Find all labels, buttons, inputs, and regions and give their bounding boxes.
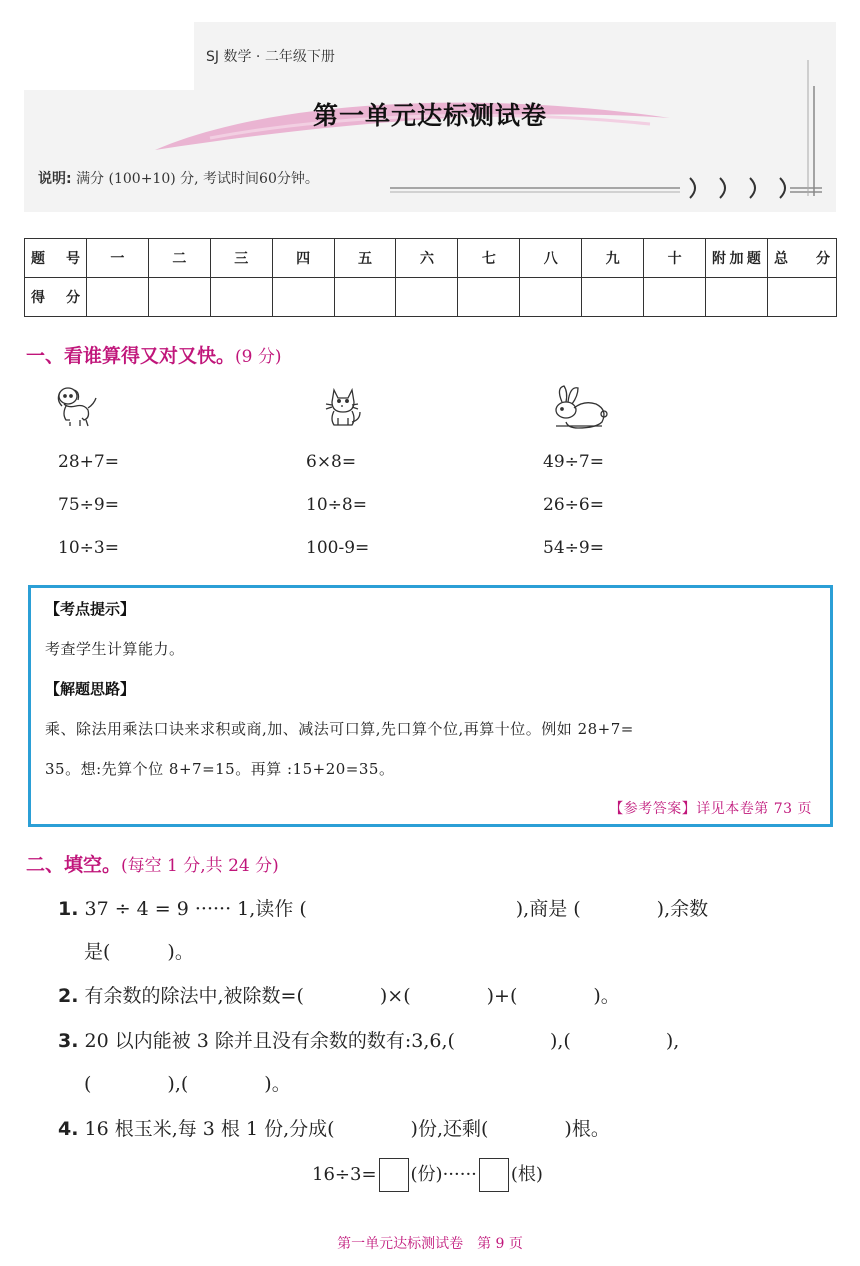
- instructions-label: 说明:: [38, 171, 72, 187]
- score-cell[interactable]: [210, 278, 272, 317]
- table-header-cell: 十: [644, 239, 706, 278]
- calc-expression: 10÷8=: [306, 495, 367, 515]
- table-header-cell: 题 号: [25, 239, 87, 278]
- instructions: [38, 168, 319, 188]
- instructions-text: 满分 (100+10) 分, 考试时间60分钟。: [76, 171, 319, 187]
- calc-expression: 26÷6=: [543, 495, 604, 515]
- score-table-header-row: [25, 239, 837, 278]
- score-cell[interactable]: [334, 278, 396, 317]
- question-number: 2.: [58, 985, 79, 1007]
- question-2: [58, 981, 620, 1008]
- solution-idea-label: 【解题思路】: [45, 680, 136, 698]
- table-header-cell: 五: [334, 239, 396, 278]
- section1-points: (9 分): [235, 347, 282, 367]
- answer-box-shares[interactable]: [379, 1158, 409, 1192]
- equation-right: (根): [510, 1164, 543, 1185]
- score-cell[interactable]: [644, 278, 706, 317]
- section2-points: (每空 1 分,共 24 分): [121, 856, 279, 876]
- section1-title-text: 一、看谁算得又对又快。: [26, 345, 236, 367]
- key-point-text: 考查学生计算能力。: [45, 640, 185, 658]
- score-cell[interactable]: [706, 278, 768, 317]
- score-cell[interactable]: [520, 278, 582, 317]
- header-notch: [24, 22, 194, 90]
- book-label: SJ 数学 · 二年级下册: [206, 49, 335, 65]
- calc-expression: 28+7=: [58, 452, 119, 472]
- score-cell[interactable]: [272, 278, 334, 317]
- question-3-line1: [58, 1026, 679, 1053]
- dog-icon: [54, 386, 100, 430]
- calc-expression: 6×8=: [306, 452, 357, 472]
- calc-expression: 54÷9=: [543, 538, 604, 558]
- table-header-cell: 三: [210, 239, 272, 278]
- question-text: 有余数的除法中,被除数=( )×( )+( )。: [84, 985, 620, 1007]
- section2-title-text: 二、填空。: [26, 854, 122, 876]
- question-1-line2: 是( )。: [84, 941, 194, 963]
- equation-left: 16÷3=: [312, 1164, 377, 1185]
- solution-idea-line2: 35。想:先算个位 8+7=15。再算 :15+20=35。: [45, 760, 395, 778]
- answer-reference: 【参考答案】详见本卷第 73 页: [609, 801, 812, 817]
- table-header-cell: 九: [582, 239, 644, 278]
- section1-title: [26, 341, 282, 368]
- score-cell[interactable]: [86, 278, 148, 317]
- rabbit-icon: [548, 384, 612, 430]
- table-header-cell: 总 分: [767, 239, 836, 278]
- calc-expression: 10÷3=: [58, 538, 119, 558]
- table-header-cell: 一: [86, 239, 148, 278]
- score-table-score-row: [25, 278, 837, 317]
- table-header-cell: 附加题: [706, 239, 768, 278]
- question-number: 1.: [58, 898, 79, 920]
- arc-line-decoration: [390, 56, 830, 206]
- solution-idea-line1: 乘、除法用乘法口诀来求积或商,加、减法可口算,先口算个位,再算十位。例如 28+7=: [45, 720, 634, 738]
- calc-expression: 100-9=: [306, 538, 370, 558]
- exam-title: 第一单元达标测试卷: [312, 101, 547, 130]
- table-header-cell: 二: [148, 239, 210, 278]
- table-header-cell: 六: [396, 239, 458, 278]
- hint-box: [28, 585, 833, 827]
- score-cell[interactable]: [458, 278, 520, 317]
- score-cell[interactable]: [767, 278, 836, 317]
- table-header-cell: 八: [520, 239, 582, 278]
- answer-box-remainder[interactable]: [479, 1158, 509, 1192]
- table-header-cell: 四: [272, 239, 334, 278]
- question-text: 20 以内能被 3 除并且没有余数的数有:3,6,( ),( ),: [84, 1030, 680, 1052]
- key-point-label: 【考点提示】: [45, 600, 136, 618]
- question-text: 16 根玉米,每 3 根 1 份,分成( )份,还剩( )根。: [84, 1118, 610, 1140]
- score-cell[interactable]: [148, 278, 210, 317]
- question-4-equation: [312, 1158, 543, 1192]
- page-footer: 第一单元达标测试卷 第 9 页: [337, 1236, 523, 1252]
- section2-title: [26, 850, 279, 877]
- score-cell[interactable]: [582, 278, 644, 317]
- question-3-line2: ( ),( )。: [84, 1073, 291, 1095]
- score-cell[interactable]: [396, 278, 458, 317]
- question-number: 3.: [58, 1030, 79, 1052]
- calc-expression: 49÷7=: [543, 452, 604, 472]
- question-4: [58, 1114, 610, 1141]
- table-header-cell: 七: [458, 239, 520, 278]
- question-text: 37 ÷ 4 = 9 ······ 1,读作 ( ),商是 ( ),余数: [84, 898, 709, 920]
- score-row-label: 得 分: [25, 278, 87, 317]
- calc-expression: 75÷9=: [58, 495, 119, 515]
- cat-icon: [320, 384, 364, 430]
- score-table: [24, 238, 837, 317]
- equation-middle: (份)······: [410, 1164, 477, 1185]
- question-number: 4.: [58, 1118, 79, 1140]
- question-1-line1: [58, 894, 708, 921]
